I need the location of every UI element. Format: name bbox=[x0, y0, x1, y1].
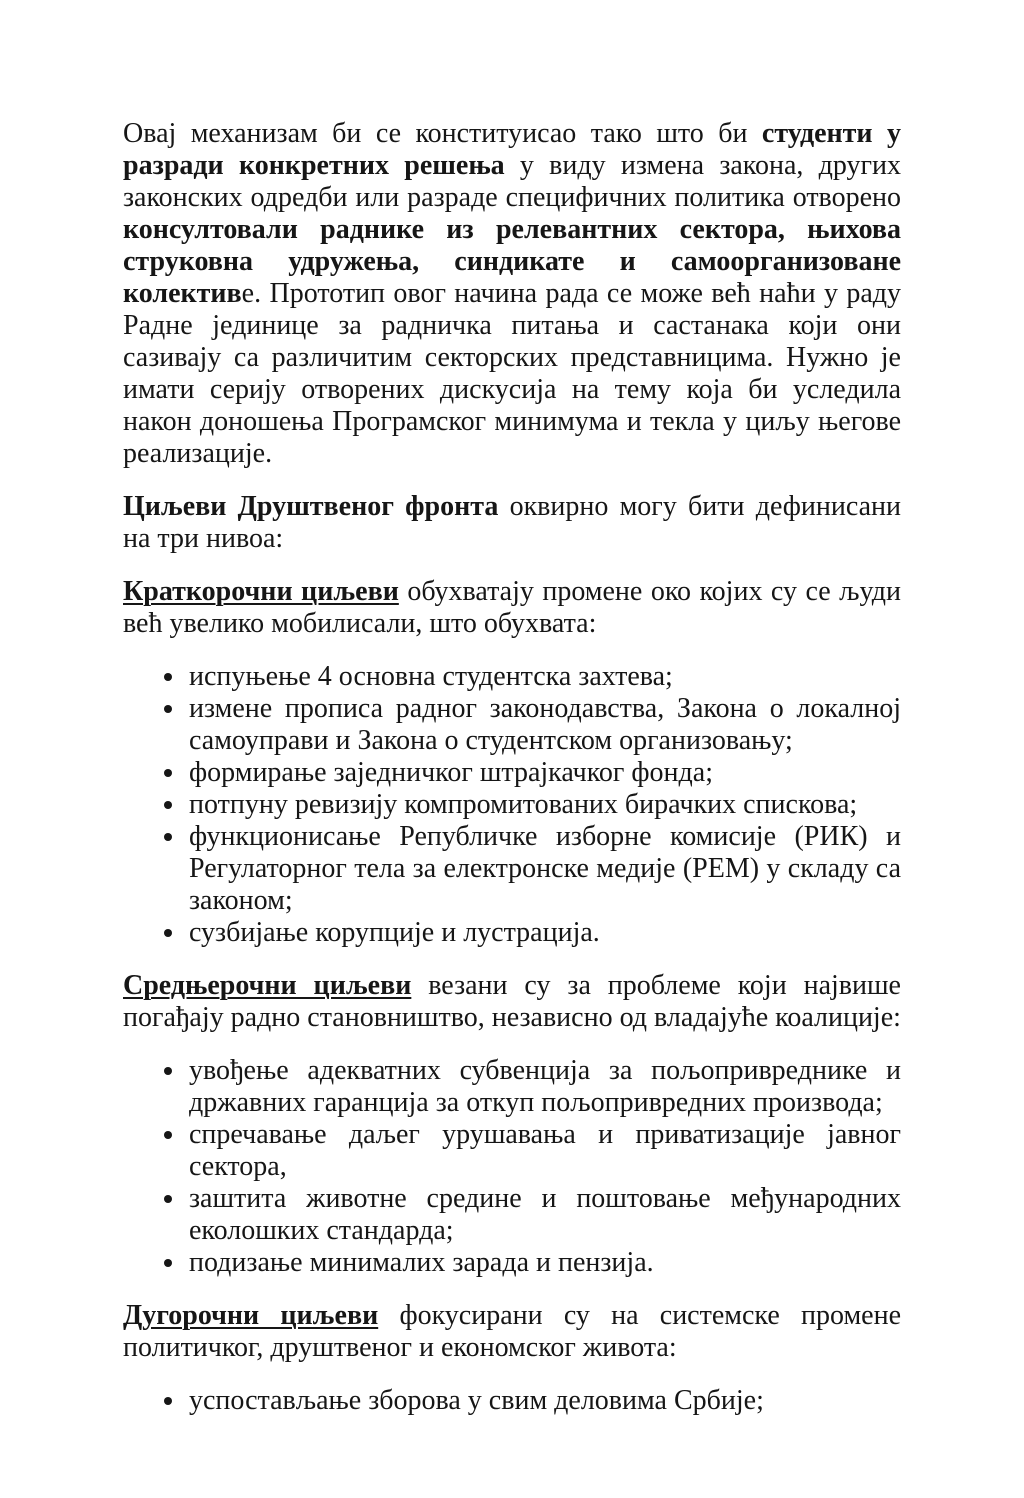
text-run: е. Прототип овог начина рада се може већ наћи у раду Радне јединице за радничка питања и састанака који они сазивају са различитим секторских представницима. Нужно је имати серију отворених дискусија на тему која би уследила након доношења Програмског минимума и текла у циљу његове реализације. bbox=[123, 278, 901, 469]
paragraph-long-term-goals-heading bbox=[123, 1300, 901, 1364]
text-run: формирање заједничког штрајкачког фонда; bbox=[189, 757, 713, 788]
text-run: сузбијање корупције и лустрација. bbox=[189, 917, 600, 948]
text-run: обухватају промене око којих су се људи већ увелико мобилисали, што обухвата: bbox=[123, 576, 901, 639]
paragraph-goals-overview bbox=[123, 491, 901, 555]
list-item bbox=[187, 821, 901, 917]
list-item bbox=[187, 1385, 901, 1417]
text-run: функционисање Републичке изборне комисије (РИК) и Регулаторног тела за електронске медије (РЕМ) у складу са законом; bbox=[189, 821, 901, 916]
text-run: везани су за проблеме који највише погађају радно становништво, независно од владајуће коалиције: bbox=[123, 970, 901, 1033]
list-item bbox=[187, 757, 901, 789]
list-item bbox=[187, 1183, 901, 1247]
list-item bbox=[187, 789, 901, 821]
bullet-list-long-term-goals bbox=[123, 1385, 901, 1417]
text-run: успостављање зборова у свим деловима Србије; bbox=[189, 1385, 764, 1416]
paragraph-mechanism-intro bbox=[123, 118, 901, 470]
text-run: увођење адекватних субвенција за пољопривреднике и државних гаранција за откуп пољопривредних производа; bbox=[189, 1055, 901, 1118]
paragraph-short-term-goals-heading bbox=[123, 576, 901, 640]
text-run: подизање минималих зарада и пензија. bbox=[189, 1247, 654, 1278]
text-run: измене прописа радног законодавства, Закона о локалној самоуправи и Закона о студентском организовању; bbox=[189, 693, 901, 756]
text-run: испуњење 4 основна студентска захтева; bbox=[189, 661, 673, 692]
text-run: заштита животне средине и поштовање међународних еколошких стандарда; bbox=[189, 1183, 901, 1246]
text-run: Средњерочни циљеви bbox=[123, 970, 412, 1001]
list-item bbox=[187, 917, 901, 949]
list-item bbox=[187, 661, 901, 693]
text-run: фокусирани су на системске промене политичког, друштвеног и економског живота: bbox=[123, 1300, 901, 1363]
text-run: оквирно могу бити дефинисани на три нивоа: bbox=[123, 491, 901, 554]
text-run: студенти у разради конкретних решења bbox=[123, 118, 901, 181]
list-item bbox=[187, 1119, 901, 1183]
paragraph-mid-term-goals-heading bbox=[123, 970, 901, 1034]
text-run: потпуну ревизију компромитованих бирачких спискова; bbox=[189, 789, 858, 820]
text-run: спречавање даљег урушавања и приватизације јавног сектора, bbox=[189, 1119, 901, 1182]
text-run: Овај механизам би се конституисао тако што би bbox=[123, 118, 762, 149]
text-run: Циљеви Друштвеног фронта bbox=[123, 491, 499, 522]
bullet-list-mid-term-goals bbox=[123, 1055, 901, 1279]
text-run: консултовали раднике из релевантних сектора, њихова струковна удружења, синдикате и самоорганизоване колектив bbox=[123, 214, 901, 309]
text-run: у виду измена закона, других законских одредби или разраде специфичних политика отворено bbox=[123, 150, 901, 213]
list-item bbox=[187, 693, 901, 757]
list-item bbox=[187, 1247, 901, 1279]
bullet-list-short-term-goals bbox=[123, 661, 901, 949]
text-run: Дугорочни циљеви bbox=[123, 1300, 379, 1331]
text-run: Краткорочни циљеви bbox=[123, 576, 399, 607]
list-item bbox=[187, 1055, 901, 1119]
